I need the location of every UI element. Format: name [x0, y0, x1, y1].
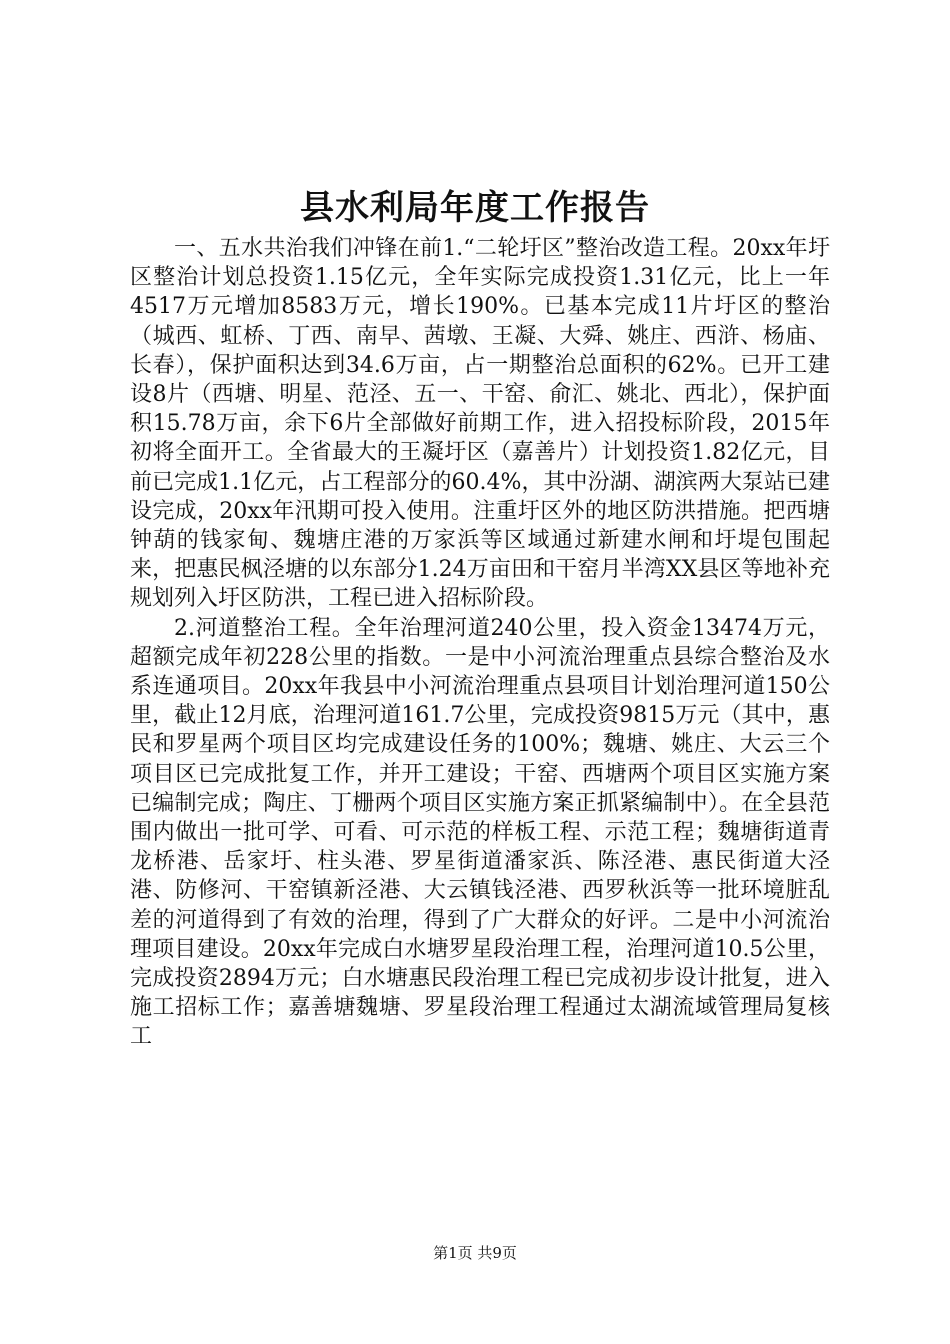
document-title: 县水利局年度工作报告: [300, 188, 650, 228]
page-footer: 第1页 共9页: [433, 1244, 517, 1262]
body-paragraph-1: 一、五水共治我们冲锋在前1.“二轮圩区”整治改造工程。20xx年圩区整治计划总投资1.15亿元，全年实际完成投资1.31亿元，比上一年4517万元增加8583万元，增长190%。已基本完成11片圩区的整治（城西、虹桥、丁西、南早、茜墩、王凝、大舜、姚庄、西浒、杨庙、长春），保护面积达到34.6万亩，占一期整治总面积的62%。已开工建设8片（西塘、明星、范泾、五一、干窑、俞汇、姚北、西北），保护面积15.78万亩，余下6片全部做好前期工作，进入招投标阶段，2015年初将全面开工。全省最大的王凝圩区（嘉善片）计划投资1.82亿元，目前已完成1.1亿元，占工程部分的60.4%，其中汾湖、湖滨两大泵站已建设完成，20xx年汛期可投入使用。注重圩区外的地区防洪措施。把西塘钟葫的钱家甸、魏塘庄港的万家浜等区域通过新建水闸和圩堤包围起来，把惠民枫泾塘的以东部分1.24万亩田和干窑月半湾XX县区等地补充规划列入圩区防洪，工程已进入招标阶段。: [130, 236, 830, 612]
body-paragraph-2: 2.河道整治工程。全年治理河道240公里，投入资金13474万元，超额完成年初228公里的指数。一是中小河流治理重点县综合整治及水系连通项目。20xx年我县中小河流治理重点县项目计划治理河道150公里，截止12月底，治理河道161.7公里，完成投资9815万元（其中，惠民和罗星两个项目区均完成建设任务的100%；魏塘、姚庄、大云三个项目区已完成批复工作，并开工建设；干窑、西塘两个项目区实施方案已编制完成；陶庄、丁栅两个项目区实施方案正抓紧编制中）。在全县范围内做出一批可学、可看、可示范的样板工程、示范工程；魏塘街道青龙桥港、岳家圩、柱头港、罗星街道潘家浜、陈泾港、惠民街道大泾港、防修河、干窑镇新泾港、大云镇钱泾港、西罗秋浜等一批环境脏乱差的河道得到了有效的治理，得到了广大群众的好评。二是中小河流治理项目建设。20xx年完成白水塘罗星段治理工程，治理河道10.5公里，完成投资2894万元；白水塘惠民段治理工程已完成初步设计批复，进入施工招标工作；嘉善塘魏塘、罗星段治理工程通过太湖流域管理局复核工: [130, 615, 830, 1050]
document-body: [130, 234, 830, 1052]
